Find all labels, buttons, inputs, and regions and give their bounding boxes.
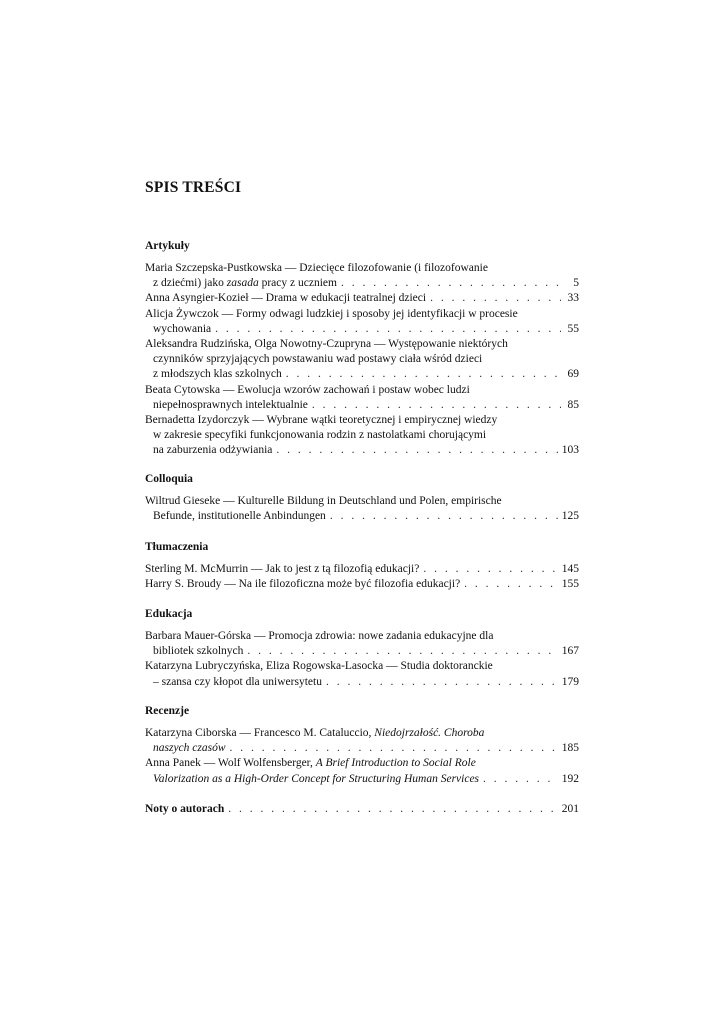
page-number: 125 <box>561 510 579 523</box>
entry-last-line: bibliotek szkolnych . . . 167 <box>145 644 579 659</box>
entry-line: Aleksandra Rudzińska, Olga Nowotny-Czupryna — Występowanie niektórych <box>145 338 508 351</box>
section-colloquia <box>145 472 579 524</box>
toc-entry[interactable] <box>145 413 579 459</box>
toc-entry[interactable] <box>145 494 579 524</box>
entry-last-line: Befunde, institutionelle Anbindungen . . . 125 <box>145 509 579 524</box>
entry-last-line: Harry S. Broudy — Na ile filozoficzna może być filozofia edukacji? . . . 155 <box>145 577 579 592</box>
entry-last-line: na zaburzenia odżywiania . . . 103 <box>145 443 579 458</box>
entry-last-line: Valorization as a High-Order Concept for Structuring Human Services . . . 192 <box>145 772 579 787</box>
section-heading: Recenzje <box>145 705 190 717</box>
entry-line: Anna Panek — Wolf Wolfensberger, A Brief Introduction to Social Role <box>145 757 476 770</box>
page-title: SPIS TREŚCI <box>145 179 242 196</box>
leader-dots <box>312 398 561 413</box>
section-edukacja <box>145 607 579 690</box>
toc-entry[interactable] <box>145 261 579 291</box>
section-heading: Colloquia <box>145 473 193 485</box>
toc-entry[interactable] <box>145 562 579 577</box>
page-number: 201 <box>561 803 579 815</box>
entry-line: Maria Szczepska-Pustkowska — Dziecięce filozofowanie (i filozofowanie <box>145 262 488 274</box>
toc-entry[interactable] <box>145 726 579 756</box>
page-number: 179 <box>561 675 579 688</box>
leader-dots <box>464 577 558 592</box>
section-heading: Edukacja <box>145 608 193 620</box>
page-number: 145 <box>561 563 579 575</box>
leader-dots <box>230 741 558 756</box>
section-heading: Tłumaczenia <box>145 541 209 553</box>
entry-last-line: Sterling M. McMurrin — Jak to jest z tą filozofią edukacji? . . . 145 <box>145 562 579 577</box>
entry-line: czynników sprzyjających powstawaniu wad postawy ciała wśród dzieci <box>153 353 483 366</box>
entry-line: Alicja Żywczok — Formy odwagi ludzkiej i sposoby jej identyfikacji w procesie <box>145 307 518 320</box>
page-number: 185 <box>561 742 579 755</box>
entry-last-line: wychowania . . . 55 <box>145 322 579 337</box>
leader-dots <box>326 675 558 690</box>
leader-dots <box>430 291 561 306</box>
entry-line: Katarzyna Lubryczyńska, Eliza Rogowska-Lasocka — Studia doktoranckie <box>145 660 493 673</box>
toc-entry[interactable] <box>145 383 579 413</box>
toc-entry[interactable] <box>145 291 579 306</box>
toc-entry[interactable] <box>145 802 579 817</box>
entry-line: Bernadetta Izydorczyk — Wybrane wątki teoretycznej i empirycznej wiedzy <box>145 414 498 427</box>
entry-last-line: z dziećmi) jako zasada pracy z uczniem . . . 5 <box>145 276 579 291</box>
entry-last-line: naszych czasów . . . 185 <box>145 741 579 756</box>
toc-entry[interactable] <box>145 337 579 383</box>
leader-dots <box>483 772 558 787</box>
entry-last-line: – szansa czy kłopot dla uniwersytetu . . . 179 <box>145 675 579 690</box>
toc-entry[interactable] <box>145 577 579 592</box>
page-number: 155 <box>561 578 579 591</box>
page-number: 103 <box>561 444 579 457</box>
leader-dots <box>286 367 561 382</box>
entry-line: Barbara Mauer-Górska — Promocja zdrowia: nowe zadania edukacyjne dla <box>145 630 494 642</box>
section-noty <box>145 802 579 817</box>
page-number: 85 <box>567 398 579 411</box>
section-recenzje <box>145 704 579 787</box>
entry-last-line: niepełnosprawnych intelektualnie . . . 85 <box>145 398 579 413</box>
leader-dots <box>215 322 561 337</box>
entry-last-line: Anna Asyngier-Kozieł — Drama w edukacji teatralnej dzieci . . . 33 <box>145 291 579 306</box>
toc-entry[interactable] <box>145 756 579 786</box>
page-number: 33 <box>567 292 579 305</box>
entry-line: w zakresie specyfiki funkcjonowania rodzin z nastolatkami chorującymi <box>153 429 487 442</box>
leader-dots <box>276 443 557 458</box>
page-number: 5 <box>573 277 579 290</box>
toc-entry[interactable] <box>145 629 579 659</box>
page-number: 55 <box>567 322 579 335</box>
toc-entry[interactable] <box>145 307 579 337</box>
entry-last-line: Noty o autorach . . . 201 <box>145 802 579 817</box>
leader-dots <box>341 276 561 291</box>
entry-line: Beata Cytowska — Ewolucja wzorów zachowań i postaw wobec ludzi <box>145 383 470 396</box>
page-number: 167 <box>561 645 579 658</box>
leader-dots <box>330 509 558 524</box>
section-heading: Artykuły <box>145 240 190 252</box>
entry-line: Katarzyna Ciborska — Francesco M. Cataluccio, Niedojrzałość. Choroba <box>145 727 485 739</box>
leader-dots <box>423 562 557 577</box>
entry-line: Wiltrud Gieseke — Kulturelle Bildung in Deutschland und Polen, empirische <box>145 495 502 507</box>
leader-dots <box>247 644 557 659</box>
page-number: 192 <box>561 772 579 785</box>
section-artykuly <box>145 239 579 459</box>
entry-last-line: z młodszych klas szkolnych . . . 69 <box>145 367 579 382</box>
leader-dots <box>228 802 558 817</box>
page-number: 69 <box>567 368 579 381</box>
toc-entry[interactable] <box>145 659 579 689</box>
section-tlumaczenia <box>145 540 579 592</box>
